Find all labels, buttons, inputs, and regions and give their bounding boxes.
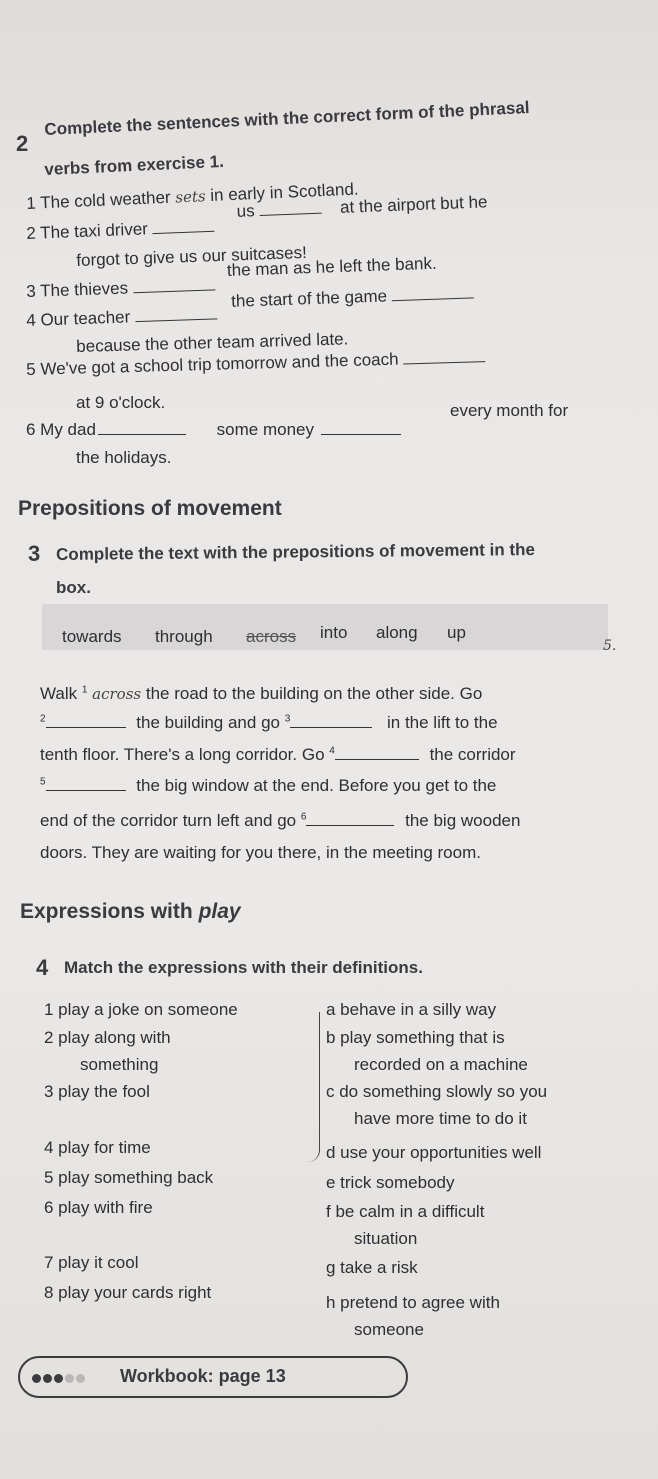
text-line-6: doors. They are waiting for you there, in the meeting room. xyxy=(40,843,481,862)
word-up: up xyxy=(447,623,466,642)
sentence-4: 4 Our teacher the start of the game xyxy=(26,295,475,331)
exercise-4-number: 4 xyxy=(36,955,49,980)
section-heading-prepositions: Prepositions of movement xyxy=(18,497,282,520)
progress-dot-filled xyxy=(32,1374,41,1383)
expression-item: 8 play your cards right xyxy=(44,1283,212,1302)
sentence-2-cont: forgot to give us our suitcases! xyxy=(76,242,308,270)
definition-item: someone xyxy=(354,1320,424,1339)
expression-item: 6 play with fire xyxy=(44,1198,153,1217)
exercise-3-number: 3 xyxy=(28,541,41,566)
definition-item: recorded on a machine xyxy=(354,1055,528,1074)
answer-blank[interactable] xyxy=(403,347,485,364)
word-along: along xyxy=(376,623,418,642)
expression-item: 4 play for time xyxy=(44,1138,151,1157)
answer-blank-3[interactable] xyxy=(290,713,372,728)
definition-item: b play something that is xyxy=(326,1028,505,1047)
text-line-4: $^5$ the big window at the end. Before you get to the xyxy=(40,776,497,795)
sentence-6-end: every month for xyxy=(450,401,569,420)
word-towards: towards xyxy=(62,627,122,646)
sentence-6-cont: the holidays. xyxy=(76,448,172,467)
progress-dot-filled xyxy=(54,1374,63,1383)
answer-blank[interactable] xyxy=(259,199,322,216)
definition-item: e trick somebody xyxy=(326,1173,455,1192)
answer-blank[interactable] xyxy=(132,275,214,293)
handwritten-answer-sets: sets xyxy=(174,187,206,207)
answer-blank-2[interactable] xyxy=(46,713,126,728)
section-heading-play: Expressions with play xyxy=(20,900,241,923)
word-through: through xyxy=(155,627,213,646)
sentence-5: 5 We've got a school trip tomorrow and the coach xyxy=(26,347,486,380)
handwritten-answer-across: across xyxy=(92,685,142,703)
answer-blank[interactable] xyxy=(152,217,215,234)
answer-blank-5[interactable] xyxy=(46,776,126,791)
definition-item: have more time to do it xyxy=(354,1109,527,1128)
definition-item: h pretend to agree with xyxy=(326,1293,500,1312)
exercise-2-number: 2 xyxy=(16,131,29,156)
definition-item: d use your opportunities well xyxy=(326,1143,542,1162)
definition-item: situation xyxy=(354,1229,418,1248)
exercise-2-instruction-line1: Complete the sentences with the correct form of the phrasal xyxy=(44,97,530,139)
text-line-2: $^2$ the building and go $^3$ in the lift to the xyxy=(40,713,498,732)
matching-bracket xyxy=(303,1012,320,1162)
word-into: into xyxy=(320,623,348,642)
answer-blank[interactable] xyxy=(391,283,473,301)
answer-blank[interactable] xyxy=(98,420,186,435)
sentence-1: 1 The cold weather sets in early in Scotland. xyxy=(26,179,359,213)
answer-blank[interactable] xyxy=(135,304,217,322)
sentence-3: 3 The thieves the man as he left the bank. xyxy=(26,253,437,301)
definition-item: c do something slowly so you xyxy=(326,1082,548,1101)
exercise-3-instruction-line1: Complete the text with the prepositions of movement in the xyxy=(56,539,536,564)
expression-item: 2 play along with xyxy=(44,1028,171,1047)
sentence-2: 2 The taxi driver us at the airport but he xyxy=(26,192,488,243)
definition-item: a behave in a silly way xyxy=(326,1000,497,1019)
workbook-label: Workbook: page 13 xyxy=(120,1366,286,1386)
expression-item: 5 play something back xyxy=(44,1168,214,1187)
sentence-6: 6 My dad some money xyxy=(26,420,401,440)
progress-dot-filled xyxy=(43,1374,52,1383)
workbook-reference[interactable] xyxy=(18,1356,408,1398)
exercise-2-instruction-line2: verbs from exercise 1. xyxy=(44,151,225,179)
expression-item: something xyxy=(80,1055,159,1074)
exercise-3-instruction-line2: box. xyxy=(56,578,91,597)
text-line-1: Walk $^1$ across the road to the building on the other side. Go xyxy=(40,684,483,703)
answer-blank-4[interactable] xyxy=(335,745,419,760)
progress-dot-empty xyxy=(76,1374,85,1383)
sentence-4-cont: because the other team arrived late. xyxy=(76,329,349,356)
expression-item: 3 play the fool xyxy=(44,1082,150,1101)
expression-item: 7 play it cool xyxy=(44,1253,139,1272)
definition-item: f be calm in a difficult xyxy=(326,1202,485,1221)
sentence-5-cont: at 9 o'clock. xyxy=(76,393,166,412)
answer-blank-6[interactable] xyxy=(306,811,394,826)
text-line-5: end of the corridor turn left and go $^6$ the big wooden xyxy=(40,811,521,830)
exercise-4-instruction: Match the expressions with their definitions. xyxy=(64,958,423,977)
text-line-3: tenth floor. There's a long corridor. Go $^4$ the corridor xyxy=(40,745,516,764)
expression-item: 1 play a joke on someone xyxy=(44,1000,238,1019)
progress-dot-empty xyxy=(65,1374,74,1383)
answer-blank[interactable] xyxy=(321,420,401,435)
margin-note: 5. xyxy=(603,638,617,654)
word-across: across xyxy=(246,627,297,646)
definition-item: g take a risk xyxy=(326,1258,418,1277)
